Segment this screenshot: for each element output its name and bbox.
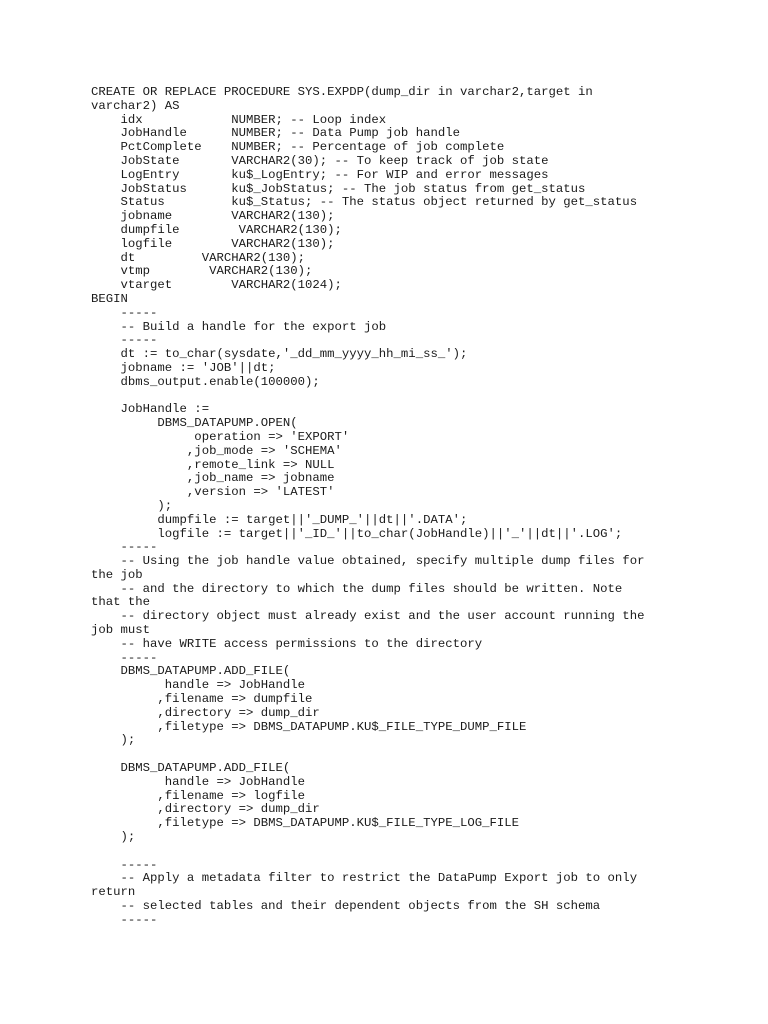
code-line: varchar2) AS (91, 98, 180, 113)
code-line: logfile VARCHAR2(130); (91, 236, 335, 251)
code-line: ,filetype => DBMS_DATAPUMP.KU$_FILE_TYPE_DUMP_FILE (91, 719, 527, 734)
code-line: JobHandle NUMBER; -- Data Pump job handle (91, 126, 460, 141)
code-line: -- Apply a metadata filter to restrict the DataPump Export job to only (91, 871, 638, 886)
code-line: Status ku$_Status; -- The status object returned by get_status (91, 195, 638, 210)
code-line: ----- (91, 333, 158, 348)
code-line (91, 748, 691, 762)
code-line: -- and the directory to which the dump files should be written. Note (91, 581, 623, 596)
code-line: ,directory => dump_dir (91, 705, 320, 720)
code-line: job must (91, 623, 151, 638)
code-listing (91, 86, 691, 928)
code-line: -- have WRITE access permissions to the directory (91, 636, 483, 651)
code-line: ); (91, 498, 173, 513)
code-line: that the (91, 595, 151, 610)
code-line: dt VARCHAR2(130); (91, 250, 306, 265)
code-line: ----- (91, 540, 158, 555)
code-line: ,filename => logfile (91, 788, 306, 803)
code-line: vtarget VARCHAR2(1024); (91, 278, 342, 293)
code-line: JobHandle := (91, 402, 210, 417)
code-line (91, 390, 691, 404)
code-line: logfile := target||'_ID_'||to_char(JobHandle)||'_'||dt||'.LOG'; (91, 526, 623, 541)
code-line: PctComplete NUMBER; -- Percentage of job complete (91, 140, 505, 155)
code-line: dt := to_char(sysdate,'_dd_mm_yyyy_hh_mi_ss_'); (91, 347, 468, 362)
code-line: -- selected tables and their dependent objects from the SH schema (91, 899, 601, 914)
code-line: ); (91, 830, 136, 845)
code-line: dbms_output.enable(100000); (91, 374, 320, 389)
code-line: jobname VARCHAR2(130); (91, 209, 335, 224)
code-line: return (91, 885, 136, 900)
code-line: DBMS_DATAPUMP.OPEN( (91, 416, 298, 431)
code-line: LogEntry ku$_LogEntry; -- For WIP and error messages (91, 167, 549, 182)
code-line: the job (91, 567, 143, 582)
code-line: dumpfile := target||'_DUMP_'||dt||'.DATA'; (91, 512, 468, 527)
code-line: JobState VARCHAR2(30); -- To keep track of job state (91, 153, 549, 168)
code-line: CREATE OR REPLACE PROCEDURE SYS.EXPDP(dump_dir in varchar2,target in (91, 85, 593, 99)
code-line: JobStatus ku$_JobStatus; -- The job status from get_status (91, 181, 586, 196)
code-line: operation => 'EXPORT' (91, 429, 350, 444)
code-line: ----- (91, 650, 158, 665)
code-line: ,version => 'LATEST' (91, 485, 335, 500)
code-line: dumpfile VARCHAR2(130); (91, 222, 342, 237)
code-line: DBMS_DATAPUMP.ADD_FILE( (91, 761, 291, 776)
code-line: ); (91, 733, 136, 748)
code-line: -- directory object must already exist and the user account running the (91, 609, 645, 624)
code-line: -- Build a handle for the export job (91, 319, 387, 334)
code-line: jobname := 'JOB'||dt; (91, 360, 276, 375)
code-line: BEGIN (91, 291, 128, 306)
code-line: ,job_mode => 'SCHEMA' (91, 443, 342, 458)
code-line: ----- (91, 857, 158, 872)
code-line: ,filename => dumpfile (91, 692, 313, 707)
code-line: DBMS_DATAPUMP.ADD_FILE( (91, 664, 291, 679)
code-line: ,directory => dump_dir (91, 802, 320, 817)
code-line: vtmp VARCHAR2(130); (91, 264, 313, 279)
code-line: handle => JobHandle (91, 678, 306, 693)
code-line: ,job_name => jobname (91, 471, 335, 486)
code-line: idx NUMBER; -- Loop index (91, 112, 387, 127)
code-line: ----- (91, 912, 158, 927)
code-line: -- Using the job handle value obtained, specify multiple dump files for (91, 554, 645, 569)
code-line (91, 845, 691, 859)
code-line: ,filetype => DBMS_DATAPUMP.KU$_FILE_TYPE_LOG_FILE (91, 816, 520, 831)
code-line: ,remote_link => NULL (91, 457, 335, 472)
code-line: handle => JobHandle (91, 774, 306, 789)
code-line: ----- (91, 305, 158, 320)
